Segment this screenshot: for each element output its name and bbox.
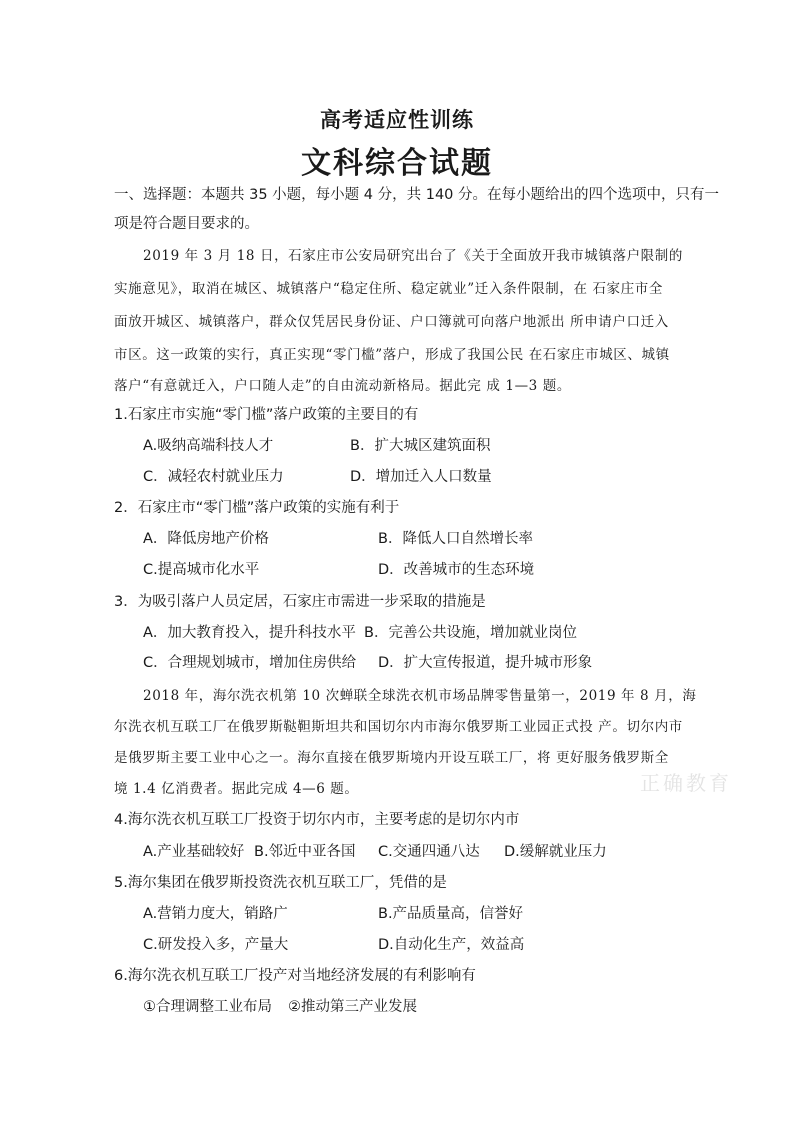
section-instruction-line-2: 项是符合题目要求的。 xyxy=(114,216,259,232)
passage-1-line-2: 实施意见》，取消在城区、城镇落户“稳定住所、稳定就业”迁入条件限制，在 石家庄市全 xyxy=(114,281,663,297)
passage-1-line-3: 面放开城区、城镇落户，群众仅凭居民身份证、户口簿就可向落户地派出 所申请户口迁入 xyxy=(114,314,669,330)
question-4-option-d: D.缓解就业压力 xyxy=(504,844,607,860)
question-5-option-d: D.自动化生产，效益高 xyxy=(378,937,525,953)
question-6-statement-1: ①合理调整工业布局 xyxy=(143,999,272,1015)
question-1-option-b: B．扩大城区建筑面积 xyxy=(350,438,491,454)
passage-2-line-1: 2018 年，海尔洗衣机第 10 次蝉联全球洗衣机市场品牌零售量第一，2019 年 8 月，海 xyxy=(143,688,697,704)
question-3-option-d: D．扩大宣传报道，提升城市形象 xyxy=(378,655,593,671)
watermark: 正确教育 xyxy=(640,771,732,795)
question-2-option-b: B．降低人口自然增长率 xyxy=(378,531,533,547)
question-2-stem: 2．石家庄市“零门槛”落户政策的实施有利于 xyxy=(114,500,400,516)
question-1-stem: 1.石家庄市实施“零门槛”落户政策的主要目的有 xyxy=(114,407,419,423)
question-5-option-c: C.研发投入多，产量大 xyxy=(143,937,289,953)
passage-1-line-5: 落户“有意就迁入，户口随人走”的自由流动新格局。据此完 成 1—3 题。 xyxy=(114,378,571,394)
question-2-option-a: A．降低房地产价格 xyxy=(143,531,269,547)
passage-1-line-4: 市区。这一政策的实行，真正实现“零门槛”落户，形成了我国公民 在石家庄市城区、城镇 xyxy=(114,347,670,363)
passage-2-line-2: 尔洗衣机互联工厂在俄罗斯鞑靼斯坦共和国切尔内市海尔俄罗斯工业园正式投 产。切尔内市 xyxy=(114,719,683,735)
question-2-option-d: D．改善城市的生态环境 xyxy=(378,562,535,578)
exam-subtitle: 文科综合试题 xyxy=(301,146,493,181)
question-6-stem: 6.海尔洗衣机互联工厂投产对当地经济发展的有利影响有 xyxy=(114,968,476,984)
question-2-option-c: C.提高城市化水平 xyxy=(143,562,260,578)
question-1-option-c: C．减轻农村就业压力 xyxy=(143,469,284,485)
question-4-option-c: C.交通四通八达 xyxy=(378,844,480,860)
question-5-stem: 5.海尔集团在俄罗斯投资洗衣机互联工厂，凭借的是 xyxy=(114,875,447,891)
question-3-option-a: A．加大教育投入，提升科技水平 xyxy=(143,625,356,641)
question-1-option-a: A.吸纳高端科技人才 xyxy=(143,438,274,454)
question-5-option-a: A.营销力度大，销路广 xyxy=(143,906,288,922)
question-4-stem: 4.海尔洗衣机互联工厂投资于切尔内市，主要考虑的是切尔内市 xyxy=(114,812,520,828)
question-3-option-c: C．合理规划城市，增加住房供给 xyxy=(143,655,357,671)
question-3-option-b: B．完善公共设施，增加就业岗位 xyxy=(364,625,577,641)
question-5-option-b: B.产品质量高，信誉好 xyxy=(378,906,524,922)
question-3-stem: 3．为吸引落户人员定居，石家庄市需进一步采取的措施是 xyxy=(114,594,486,610)
passage-2-line-4: 境 1.4 亿消费者。据此完成 4—6 题。 xyxy=(114,781,359,797)
question-4-option-a: A.产业基础较好 xyxy=(143,844,245,860)
question-1-option-d: D．增加迁入人口数量 xyxy=(350,469,492,485)
section-instruction-line-1: 一、选择题：本题共 35 小题，每小题 4 分，共 140 分。在每小题给出的四个选项中，只有一 xyxy=(114,187,720,203)
exam-title: 高考适应性训练 xyxy=(320,108,474,132)
passage-2-line-3: 是俄罗斯主要工业中心之一。海尔直接在俄罗斯境内开设互联工厂，将 更好服务俄罗斯全 xyxy=(114,750,669,766)
question-6-statement-2: ②推动第三产业发展 xyxy=(288,999,417,1015)
passage-1-line-1: 2019 年 3 月 18 日，石家庄市公安局研究出台了《关于全面放开我市城镇落户限制的 xyxy=(143,248,683,264)
question-4-option-b: B.邻近中亚各国 xyxy=(254,844,356,860)
